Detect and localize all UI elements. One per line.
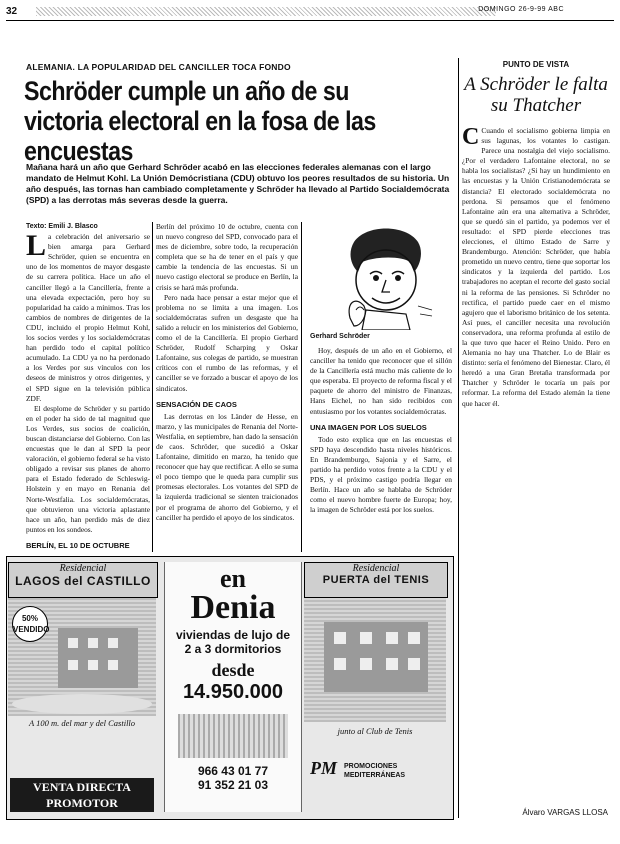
column-divider-2 — [301, 222, 302, 552]
opinion-text: Cuando el socialismo gobierna limpia en sus lagunas, los votantes lo castigan. Parece una nostalgia del viejo socialismo. ¿Por el verdadero Lafontaine electoral, no se habla los socialistas? ¿Si hay un hundimiento en las encuestas y la Unión Cristianodemócrata se distancia? El electorado socialdemócrata no perdona. Si pensamos que el fenómeno Lafontaine aún era una alternativa a Schröder, que se quedó sin el partido, ya podemos ver el resultado: el SPD pierde elecciones tras elecciones, el último Estado de Sarre y Brandemburgo. Atención: Schröder, que había prometido un nuevo centro, tiene que soportar los sindicatos y la izquierda del partido. Los trabajadores no aceptan el recorte del gasto social ni la reforma de las pensiones. Si Schröder no rectifica, el partido puede caer en el mismo agujero que el laborismo británico de los setenta. Así pues, el canciller necesita una revolución conservadora, una reforma profunda al estilo de la que tuvo que hacer el Reino Unido. Pero en Alemania no hay una Thatcher. Lo de Blair es distinto: sería el fenómeno del Bienestar. Claro, él heredó a una Gran Bretaña transformada por Thatcher y Schröder le tocaría un país por reformar. La reforma del Estado alemán la tiene que hacer él. — [462, 126, 610, 408]
ad-lagos-panel — [8, 562, 158, 732]
ad-phone-2: 91 352 21 03 — [197, 778, 269, 792]
ad-phone-1: 966 43 01 77 — [197, 764, 269, 778]
section-label: ALEMANIA. LA POPULARIDAD DEL CANCILLER TOCA FONDO — [26, 62, 291, 72]
ad-sale-banner: VENTA DIRECTA PROMOTOR — [10, 778, 154, 812]
ad-en: en — [220, 564, 246, 593]
opinion-column — [462, 126, 610, 816]
col1-paragraph-2: El desplome de Schröder y su partido en el poder ha sido de tal magnitud que Los Verdes, sus socios de coalición, buscan distanciarse del Gobierno. Con las encuestas que le dan al SPD la peor valoración, el gobierno federal se ha visto obligado a revisar sus planes de ahorro para el Estado federado de Schleswig-Holstein y en mayo en Renania del Norte-Westfalia. Los socialdemócratas, que obtuvieron una victoria aplastante hace un año, han perdido más de diez puntos en los sondeos. — [26, 403, 150, 534]
ad-pm-text: PROMOCIONES MEDITERRÁNEAS — [344, 763, 406, 779]
ad-denia-panel — [164, 562, 302, 812]
article-column-2 — [156, 222, 298, 552]
caricature-caption: Gerhard Schröder — [310, 333, 370, 340]
ad-lagos-caption: A 100 m. del mar y del Castillo — [28, 718, 136, 728]
lede: Mañana hará un año que Gerhard Schröder acabó en las elecciones federales alemanas con el largo mandato de Helmut Kohl. La Unión Demócristiana (CDU) obtuvo los peores resultados de su historia. Un año después, las tornas han cambiado completamente y Schröder ha llevado al Partido Socialdemócrata (SPD) a las derrotas más severas desde la guerra. — [26, 162, 450, 205]
ad-tenis-residencial: Residencial — [352, 563, 400, 574]
col2-paragraph-1: Berlín del próximo 10 de octubre, cuenta con un nuevo congreso del SPD, convocado para el mes de diciembre, sobre todo, la recuperación completa que se ha de tener en el país y que cambie la tendencia de las encuestas. Si un nuevo castigo electoral se produce en Berlín, la crisis se hará más profunda. — [156, 222, 298, 292]
opinion-title: A Schröder le falta su Thatcher — [464, 74, 608, 116]
drop-cap: L — [26, 229, 47, 263]
schroder-caricature — [306, 222, 452, 330]
col1-paragraph-1: a celebración del aniversario se bien amarga para Gerhard Schröder, quien se encuentra en uno de los momentos de mayor desgaste de su carrera política. Hace un año el canciller llegó a la Cancillería, frente a una elevada expectación, pero hoy su popularidad ha caído a mínimos. Tras los cambios de nombres de dirigentes de la CDU, incluido el propio Helmut Kohl, los socios verdes y los socialdemócratas han perdido todo el capital político acumulado. La CDU ya no ha perdonado a los Verdes por sus vínculos con los deseos de ministros y otros dirigentes, y el SPD sigue en la televisión pública ZDF. — [26, 232, 150, 403]
side-column-divider — [458, 58, 459, 818]
ad-tenis-photo — [304, 598, 446, 722]
subhead-berlin: BERLÍN, EL 10 DE OCTUBRE — [26, 540, 130, 550]
ad-tenis-title: PUERTA del TENIS — [322, 574, 430, 586]
subhead-caos: SENSACIÓN DE CAOS — [156, 399, 237, 409]
ad-tenis-building-illustration — [304, 598, 446, 722]
opinion-kicker: PUNTO DE VISTA — [502, 60, 570, 69]
ad-denia-photo — [178, 714, 288, 758]
ad-tenis-caption: junto al Club de Tenis — [337, 726, 413, 736]
page-number: 32 — [6, 6, 18, 17]
col2-paragraph-3: Las derrotas en los Länder de Hesse, en marzo, y las municipales de Renania del Norte-Westfalia, en septiembre, han dado la sensación de caos. Schröder, que sucedió a Oskar Lafontaine, dimitido en marzo, ha tenido que reconocer que hay que rectificar. A ello se suma el poco tiempo que le queda para cumplir sus promesas electorales. Los votantes del SPD de la izquierda tradicional se sienten traicionados por el programa de ahorro del Gobierno, y el canciller ha perdido el apoyo de los sindicatos. — [156, 411, 298, 522]
byline: Texto: Emili J. Blasco — [26, 223, 98, 230]
opinion-drop-cap: C — [462, 126, 480, 150]
col2-paragraph-2: Pero nada hace pensar a estar mejor que el problema no se limita a una imagen. Los socialdemócratas sufren un desgaste que ha salido a relucir en los ministerios del Gobierno, como el de la Cancillería. El propio Gerhard Schröder, Rudolf Scharping y Oskar Lafontaine, sus colegas de partido, se muestran críticos con el rumbo de las reformas, y el canciller se ve forzado a buscar el apoyo de los sindicatos. — [156, 292, 298, 393]
article-column-3 — [310, 346, 452, 552]
ad-lagos-residencial: Residencial — [59, 563, 107, 574]
top-rule — [6, 20, 614, 21]
ad-sold-badge: 50% VENDIDO — [12, 606, 48, 642]
column-divider-1 — [152, 222, 153, 552]
ad-desde: desde — [211, 660, 255, 680]
ad-lagos-header — [8, 562, 158, 598]
ad-tenis-panel — [304, 562, 448, 810]
headline: Schröder cumple un año de su victoria electoral en la fosa de las encuestas — [24, 76, 376, 166]
article-column-1 — [26, 222, 150, 552]
ad-lagos-title: LAGOS del CASTILLO — [15, 574, 151, 588]
subhead-imagen: UNA IMAGEN POR LOS SUELOS — [310, 422, 427, 432]
ad-tenis-header — [304, 562, 448, 598]
col3-paragraph-2: Todo esto explica que en las encuestas el SPD haya descendido hasta niveles históricos. En Brandemburgo, Sajonia y el Sarre, el partido ha perdido votos frente a la CDU y el PDS, y el próximo castigo podría llegar en Berlín. Hace un año se hablaba de Schröder como el nuevo hombre fuerte de Europa; hoy, la imagen de Schröder está por los suelos. — [310, 434, 452, 515]
ad-denia: Denia — [190, 589, 276, 626]
col3-paragraph-1: Hoy, después de un año en el Gobierno, el canciller ha tenido que reconocer que el sillón de la Cancillería está mucho más caliente de lo que esperaba. El proyecto de reforma fiscal y el paquete de ahorro del ministro de Finanzas, Hans Eichel, no han sido recibidos con entusiasmo por los votantes socialdemócratas. — [310, 346, 452, 416]
ad-price: 14.950.000 — [182, 681, 284, 703]
opinion-signature: Álvaro VARGAS LLOSA — [522, 808, 608, 817]
page-date: DOMINGO 26-9-99 ABC — [478, 6, 564, 13]
header-pattern-bar — [36, 7, 496, 16]
ad-pm-logo: PM — [310, 758, 337, 778]
ad-vivienda-desc: viviendas de lujo de 2 a 3 dormitorios — [175, 628, 291, 656]
